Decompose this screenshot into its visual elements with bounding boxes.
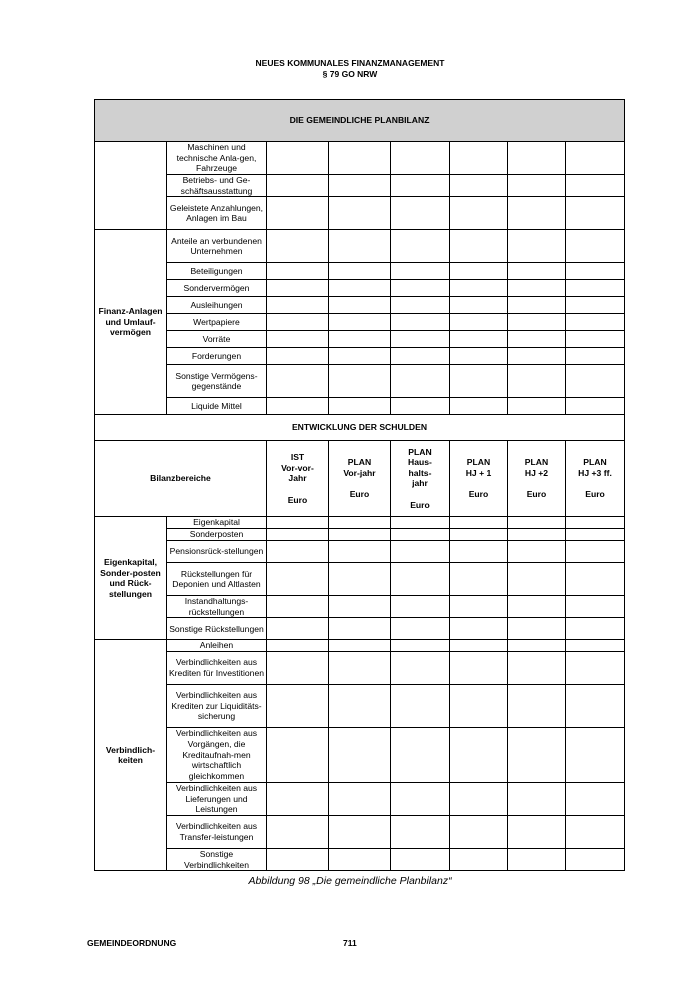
column-header-unit: Euro [585, 489, 605, 500]
value-cell [329, 348, 391, 365]
value-cell [508, 541, 566, 563]
item-label: Sonstige Verbindlichkeiten [167, 848, 267, 870]
column-header [391, 441, 450, 517]
value-cell [566, 618, 625, 640]
value-cell [391, 684, 450, 727]
value-cell [508, 684, 566, 727]
column-header [450, 441, 508, 517]
value-cell [508, 175, 566, 197]
column-header-period: HJ +3 ff. [578, 467, 612, 478]
value-cell [329, 848, 391, 870]
bilanzbereiche-header: Bilanzbereiche [95, 441, 267, 517]
value-cell [508, 640, 566, 652]
column-header-unit: Euro [526, 489, 547, 500]
value-cell [267, 142, 329, 175]
item-label: Sonstige Vermögens-gegenstände [167, 365, 267, 398]
value-cell [566, 684, 625, 727]
value-cell [450, 815, 508, 848]
value-cell [391, 331, 450, 348]
value-cell [450, 727, 508, 782]
value-cell [566, 331, 625, 348]
value-cell [329, 175, 391, 197]
value-cell [450, 142, 508, 175]
item-label: Anleihen [167, 640, 267, 652]
value-cell [508, 348, 566, 365]
group-label [95, 142, 167, 230]
value-cell [329, 230, 391, 263]
value-cell [508, 618, 566, 640]
column-header-top: PLAN [408, 446, 432, 457]
value-cell [267, 640, 329, 652]
value-cell [450, 640, 508, 652]
value-cell [391, 348, 450, 365]
value-cell [267, 596, 329, 618]
item-label: Anteile an verbundenen Unternehmen [167, 230, 267, 263]
item-label: Vorräte [167, 331, 267, 348]
value-cell [508, 529, 566, 541]
value-cell [391, 529, 450, 541]
value-cell [450, 563, 508, 596]
value-cell [329, 529, 391, 541]
item-label: Rückstellungen für Deponien und Altlasten [167, 563, 267, 596]
value-cell [450, 365, 508, 398]
value-cell [329, 142, 391, 175]
value-cell [450, 596, 508, 618]
value-cell [329, 197, 391, 230]
value-cell [566, 398, 625, 415]
value-cell [391, 618, 450, 640]
value-cell [450, 651, 508, 684]
value-cell [508, 331, 566, 348]
value-cell [391, 230, 450, 263]
footer-left: GEMEINDEORDNUNG [87, 938, 177, 948]
value-cell [566, 529, 625, 541]
header-title: NEUES KOMMUNALES FINANZMANAGEMENT [255, 58, 445, 68]
column-header-unit: Euro [349, 489, 370, 500]
value-cell [329, 517, 391, 529]
item-label: Sonstige Rückstellungen [167, 618, 267, 640]
value-cell [508, 727, 566, 782]
value-cell [450, 331, 508, 348]
value-cell [450, 348, 508, 365]
value-cell [566, 815, 625, 848]
value-cell [329, 398, 391, 415]
column-header-top: PLAN [466, 457, 491, 468]
value-cell [329, 651, 391, 684]
value-cell [566, 541, 625, 563]
value-cell [267, 314, 329, 331]
value-cell [566, 782, 625, 815]
value-cell [508, 297, 566, 314]
value-cell [450, 618, 508, 640]
column-header-unit: Euro [287, 494, 308, 505]
column-header-top: PLAN [524, 457, 549, 468]
value-cell [450, 197, 508, 230]
column-header-period: HJ + 1 [465, 467, 492, 478]
value-cell [566, 848, 625, 870]
value-cell [267, 230, 329, 263]
group-label: Eigenkapital, Sonder-posten und Rück-stellungen [95, 517, 167, 640]
value-cell [267, 517, 329, 529]
section-title: ENTWICKLUNG DER SCHULDEN [95, 415, 625, 441]
item-label: Betriebs- und Ge-schäftsausstattung [167, 175, 267, 197]
value-cell [508, 230, 566, 263]
item-label: Verbindlichkeiten aus Vorgängen, die Kreditaufnah-men wirtschaftlich gleichkommen [167, 727, 267, 782]
item-label: Beteiligungen [167, 263, 267, 280]
value-cell [450, 529, 508, 541]
figure-caption: Abbildung 98 „Die gemeindliche Planbilanz“ [248, 875, 452, 887]
column-header-top: PLAN [583, 457, 607, 468]
value-cell [391, 563, 450, 596]
item-label: Verbindlichkeiten aus Lieferungen und Leistungen [167, 782, 267, 815]
value-cell [391, 314, 450, 331]
value-cell [329, 727, 391, 782]
value-cell [508, 398, 566, 415]
item-label: Sondervermögen [167, 280, 267, 297]
value-cell [566, 640, 625, 652]
value-cell [267, 651, 329, 684]
value-cell [329, 684, 391, 727]
item-label: Geleistete Anzahlungen, Anlagen im Bau [167, 197, 267, 230]
value-cell [391, 365, 450, 398]
header-paragraph: § 79 GO NRW [322, 69, 378, 79]
column-header-unit: Euro [468, 489, 489, 500]
item-label: Maschinen und technische Anla-gen, Fahrzeuge [167, 142, 267, 175]
table-title: DIE GEMEINDLICHE PLANBILANZ [95, 100, 625, 142]
value-cell [267, 848, 329, 870]
value-cell [566, 314, 625, 331]
column-header-period: Haus-halts-jahr [408, 457, 432, 489]
planbilanz-table [94, 99, 625, 871]
page-number: 711 [343, 938, 357, 948]
column-header [267, 441, 329, 517]
value-cell [267, 815, 329, 848]
value-cell [391, 815, 450, 848]
value-cell [329, 596, 391, 618]
item-label: Liquide Mittel [167, 398, 267, 415]
value-cell [508, 365, 566, 398]
value-cell [329, 541, 391, 563]
value-cell [450, 398, 508, 415]
column-header-top: IST [290, 452, 305, 462]
value-cell [450, 517, 508, 529]
group-label: Finanz-Anlagen und Umlauf-vermögen [95, 230, 167, 415]
value-cell [450, 175, 508, 197]
item-label: Verbindlichkeiten aus Krediten zur Liquiditäts-sicherung [167, 684, 267, 727]
value-cell [508, 314, 566, 331]
value-cell [391, 640, 450, 652]
value-cell [267, 618, 329, 640]
value-cell [391, 297, 450, 314]
value-cell [450, 782, 508, 815]
value-cell [566, 142, 625, 175]
value-cell [391, 517, 450, 529]
value-cell [566, 596, 625, 618]
value-cell [508, 263, 566, 280]
value-cell [391, 596, 450, 618]
value-cell [329, 563, 391, 596]
column-header [329, 441, 391, 517]
value-cell [566, 563, 625, 596]
value-cell [391, 651, 450, 684]
value-cell [391, 848, 450, 870]
value-cell [267, 197, 329, 230]
value-cell [267, 684, 329, 727]
value-cell [267, 398, 329, 415]
value-cell [391, 541, 450, 563]
column-header-unit: Euro [410, 500, 430, 511]
value-cell [329, 782, 391, 815]
item-label: Forderungen [167, 348, 267, 365]
item-label: Verbindlichkeiten aus Transfer-leistungen [167, 815, 267, 848]
value-cell [508, 815, 566, 848]
value-cell [508, 280, 566, 297]
value-cell [391, 398, 450, 415]
value-cell [391, 175, 450, 197]
value-cell [566, 517, 625, 529]
value-cell [267, 563, 329, 596]
value-cell [508, 197, 566, 230]
column-header [566, 441, 625, 517]
value-cell [566, 727, 625, 782]
value-cell [391, 782, 450, 815]
value-cell [329, 365, 391, 398]
value-cell [267, 348, 329, 365]
column-header-period: HJ +2 [524, 467, 549, 478]
column-header-period: Vor-vor-Jahr [281, 462, 314, 484]
item-label: Sonderposten [167, 529, 267, 541]
value-cell [566, 197, 625, 230]
value-cell [267, 782, 329, 815]
value-cell [267, 541, 329, 563]
value-cell [508, 142, 566, 175]
value-cell [329, 815, 391, 848]
value-cell [391, 142, 450, 175]
item-label: Instandhaltungs-rückstellungen [167, 596, 267, 618]
item-label: Pensionsrück-stellungen [167, 541, 267, 563]
column-header-top: PLAN [347, 457, 372, 468]
item-label: Ausleihungen [167, 297, 267, 314]
value-cell [267, 263, 329, 280]
value-cell [566, 365, 625, 398]
value-cell [566, 348, 625, 365]
value-cell [329, 263, 391, 280]
value-cell [566, 651, 625, 684]
item-label: Eigenkapital [167, 517, 267, 529]
group-label: Verbindlich-keiten [95, 640, 167, 871]
value-cell [329, 297, 391, 314]
value-cell [267, 331, 329, 348]
value-cell [508, 517, 566, 529]
value-cell [450, 314, 508, 331]
value-cell [450, 848, 508, 870]
value-cell [450, 297, 508, 314]
value-cell [267, 175, 329, 197]
value-cell [566, 175, 625, 197]
value-cell [391, 727, 450, 782]
value-cell [267, 727, 329, 782]
value-cell [566, 263, 625, 280]
value-cell [508, 563, 566, 596]
value-cell [267, 297, 329, 314]
value-cell [508, 782, 566, 815]
value-cell [450, 541, 508, 563]
value-cell [508, 848, 566, 870]
value-cell [391, 263, 450, 280]
value-cell [566, 297, 625, 314]
item-label: Verbindlichkeiten aus Krediten für Investitionen [167, 651, 267, 684]
value-cell [450, 280, 508, 297]
column-header-period: Vor-jahr [343, 467, 376, 478]
value-cell [329, 618, 391, 640]
value-cell [450, 684, 508, 727]
value-cell [329, 314, 391, 331]
value-cell [267, 280, 329, 297]
value-cell [329, 331, 391, 348]
value-cell [508, 651, 566, 684]
value-cell [566, 280, 625, 297]
value-cell [329, 640, 391, 652]
value-cell [450, 263, 508, 280]
column-header [508, 441, 566, 517]
value-cell [450, 230, 508, 263]
item-label: Wertpapiere [167, 314, 267, 331]
value-cell [508, 596, 566, 618]
value-cell [267, 529, 329, 541]
value-cell [566, 230, 625, 263]
value-cell [391, 280, 450, 297]
value-cell [267, 365, 329, 398]
value-cell [391, 197, 450, 230]
value-cell [329, 280, 391, 297]
